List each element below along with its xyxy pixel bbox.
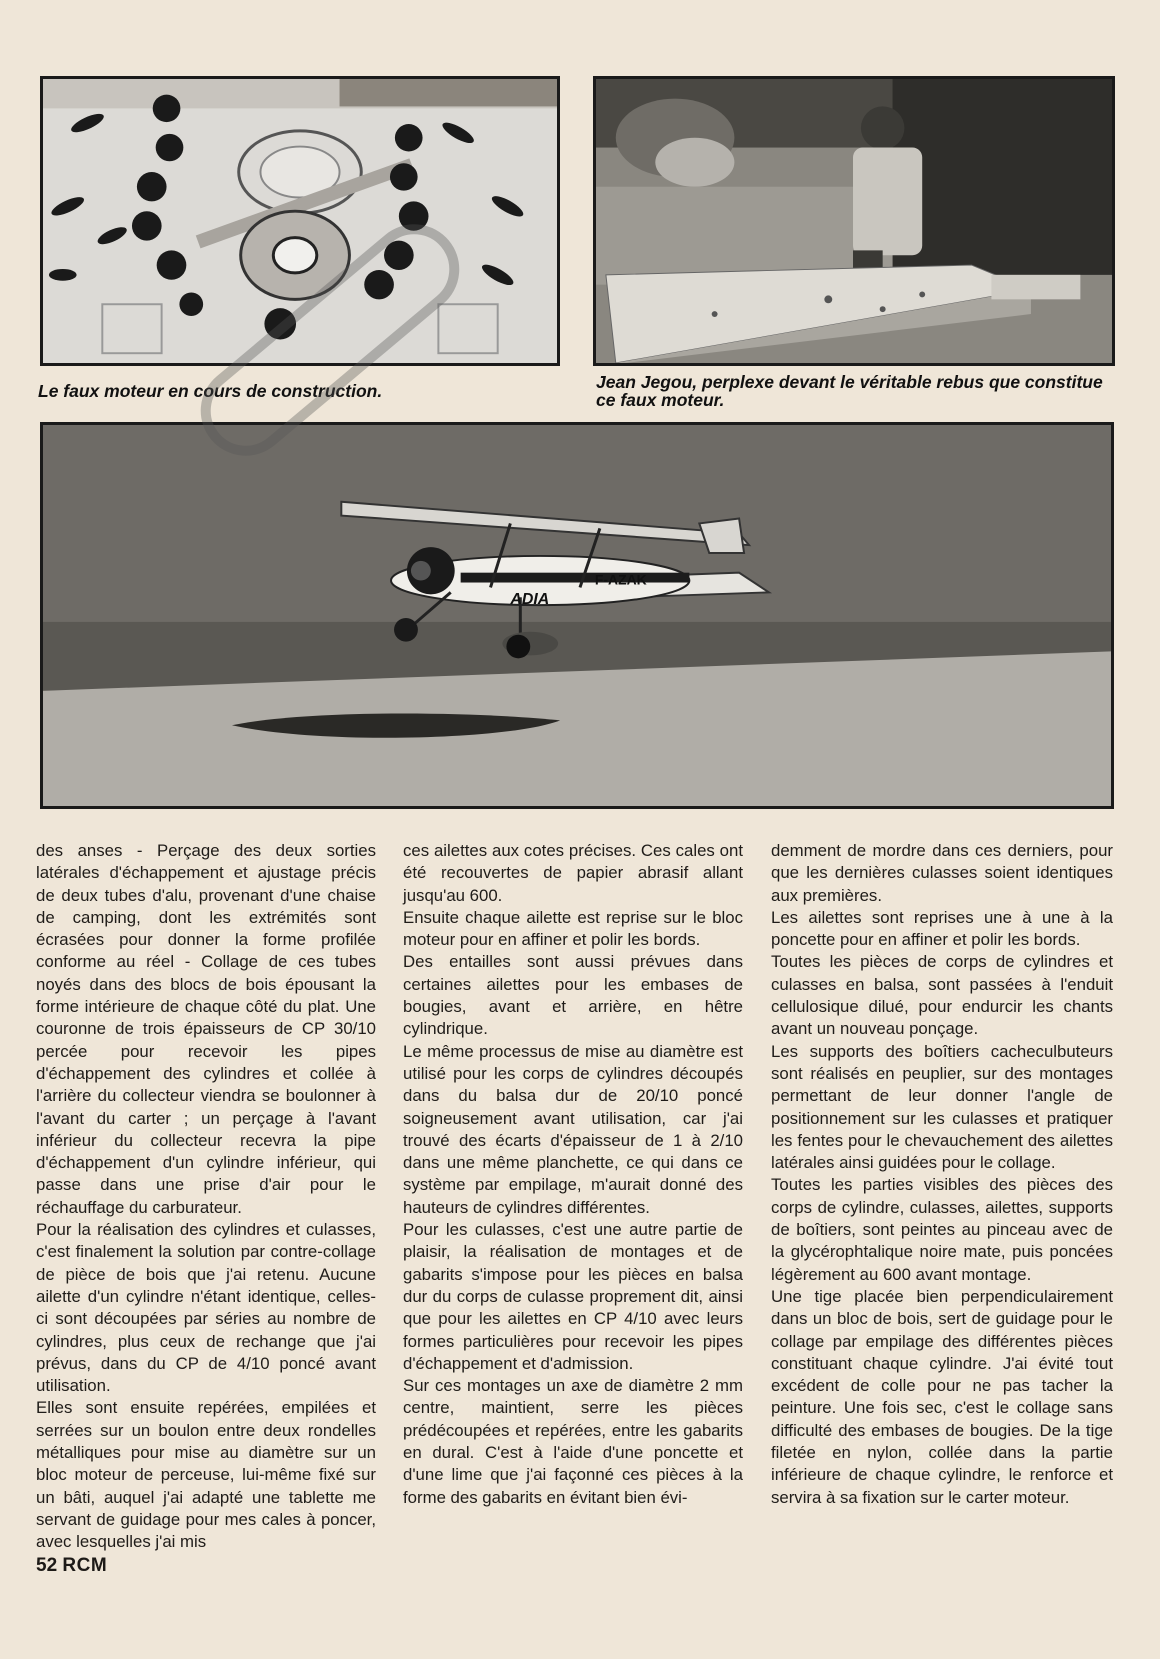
plane-logo: ADIA (510, 591, 550, 609)
paragraph: Toutes les pièces de corps de cylindres et culasses en balsa, sont passées à l'enduit cellulosique dilué, pour endurcir les chants avant un nouveau ponçage. (771, 952, 1113, 1039)
page-number: 52 (36, 1555, 58, 1576)
text-column-2 (403, 840, 743, 1509)
biplane-image (43, 425, 1111, 806)
paragraph: Ensuite chaque ailette est reprise sur le bloc moteur pour en affiner et polir les bords. (403, 907, 743, 950)
paragraph: Les supports des boîtiers cacheculbuteurs sont réalisés en peuplier, sur des montages permettant de leur donner l'angle de positionnement sur les culasses et pratiquer les fentes pour le chevauchement des ailettes latérales ainsi guidées pour le collage. (771, 1041, 1113, 1173)
paragraph: Pour les culasses, c'est une autre partie de plaisir, la réalisation de montages et de gabarits s'impose pour les pièces en balsa dur du corps de culasse proprement dit, ainsi que pour les ailettes en CP 4/10 avec leurs formes particulières pour recevoir les pipes d'échappement et d'admission. (403, 1220, 743, 1373)
paragraph: ces ailettes aux cotes précises. Ces cales ont été recouvertes de papier abrasif allant jusqu'au 600. (403, 841, 743, 905)
paragraph: Des entailles sont aussi prévues dans certaines ailettes pour les embases de bougies, avant et arrière, en hêtre cylindrique. (403, 952, 743, 1039)
text-column-1 (36, 840, 376, 1554)
paragraph: Les ailettes sont reprises une à une à la poncette pour en affiner et polir les bords. (771, 907, 1113, 950)
paragraph: Toutes les parties visibles des pièces des corps de cylindre, culasses, ailettes, supports de boîtiers, sont peintes au pinceau avec de la glycérophtalique noire mate, puis poncées légèrement au 600 avant montage. (771, 1175, 1113, 1284)
paragraph: des anses - Perçage des deux sorties latérales d'échappement et ajustage précis de deux tubes d'alu, provenant d'une chaise de camping, dont les extrémités sont écrasées pour donner la forme profilée conforme au réel - Collage de ces tubes noyés dans des blocs de bois épousant la forme intérieure de chaque côté du plat. Une couronne de trois épaisseurs de CP 30/10 percée pour recevoir les pipes d'échappement des cylindres et collée à l'arrière du collecteur viendra se boulonner à l'avant du carter ; un perçage à l'avant inférieur du collecteur recevra la pipe d'échappement d'un cylindre inférieur, qui passe dans une prise d'air pour le réchauffage du carburateur. (36, 841, 376, 1217)
photo-biplane-landing (40, 422, 1114, 809)
photo-man-with-board (593, 76, 1115, 366)
paragraph: Une tige placée bien perpendiculairement dans un bloc de bois, sert de guidage pour le collage par empilage des différentes pièces constituant chaque cylindre. J'ai évité tout excédent de colle pour ne pas tacher la peinture. Une fois sec, c'est le collage sans difficulté des embases de bougies. De la tige filetée en nylon, collée dans la partie inférieure de chaque cylindre, le renforce et servira à sa fixation sur le carter moteur. (771, 1286, 1113, 1507)
photo-engine-parts (40, 76, 560, 366)
page-footer (36, 1555, 107, 1577)
plane-registration: F-AZAK (594, 571, 647, 588)
paragraph: Le même processus de mise au diamètre est utilisé pour les corps de cylindres découpés dans du balsa dur de 20/10 poncé soigneusement avant utilisation, car j'ai trouvé des écarts d'épaisseur de 1 à 2/10 dans une même planchette, ce qui dans ce système par empilage, m'aurait donné des hauteurs de cylindres différentes. (403, 1041, 743, 1217)
magazine-logo: RCM (62, 1555, 108, 1576)
caption-man-photo: Jean Jegou, perplexe devant le véritable rebus que constitue ce faux moteur. (596, 372, 1103, 410)
engine-parts-image (43, 79, 557, 363)
paragraph: demment de mordre dans ces derniers, pour que les dernières culasses soient identiques aux premières. (771, 841, 1113, 905)
paragraph: Elles sont ensuite repérées, empilées et serrées sur un boulon entre deux rondelles métalliques pour mise au diamètre sur un bloc moteur de perceuse, lui-même fixé sur un bâti, auquel j'ai adapté une tablette me servant de guidage pour mes cales à poncer, avec lesquelles j'ai mis (36, 1398, 376, 1552)
paragraph: Sur ces montages un axe de diamètre 2 mm centre, maintient, serre les pièces prédécoupées et repérées, entre les gabarits en dural. C'est à l'aide d'une poncette et d'une lime que j'ai façonné ces pièces à la forme des gabarits en évitant bien évi- (403, 1376, 743, 1507)
caption-engine-photo: Le faux moteur en cours de construction. (38, 381, 383, 401)
man-board-image (596, 79, 1112, 363)
text-column-3 (771, 840, 1113, 1509)
paragraph: Pour la réalisation des cylindres et culasses, c'est finalement la solution par contre-collage de pièce de bois que j'ai retenu. Aucune ailette d'un cylindre n'étant identique, celles-ci sont découpées par séries au nombre de cylindres, plus ceux de rechange que j'ai prévus, dans du CP de 4/10 poncé avant utilisation. (36, 1220, 376, 1396)
